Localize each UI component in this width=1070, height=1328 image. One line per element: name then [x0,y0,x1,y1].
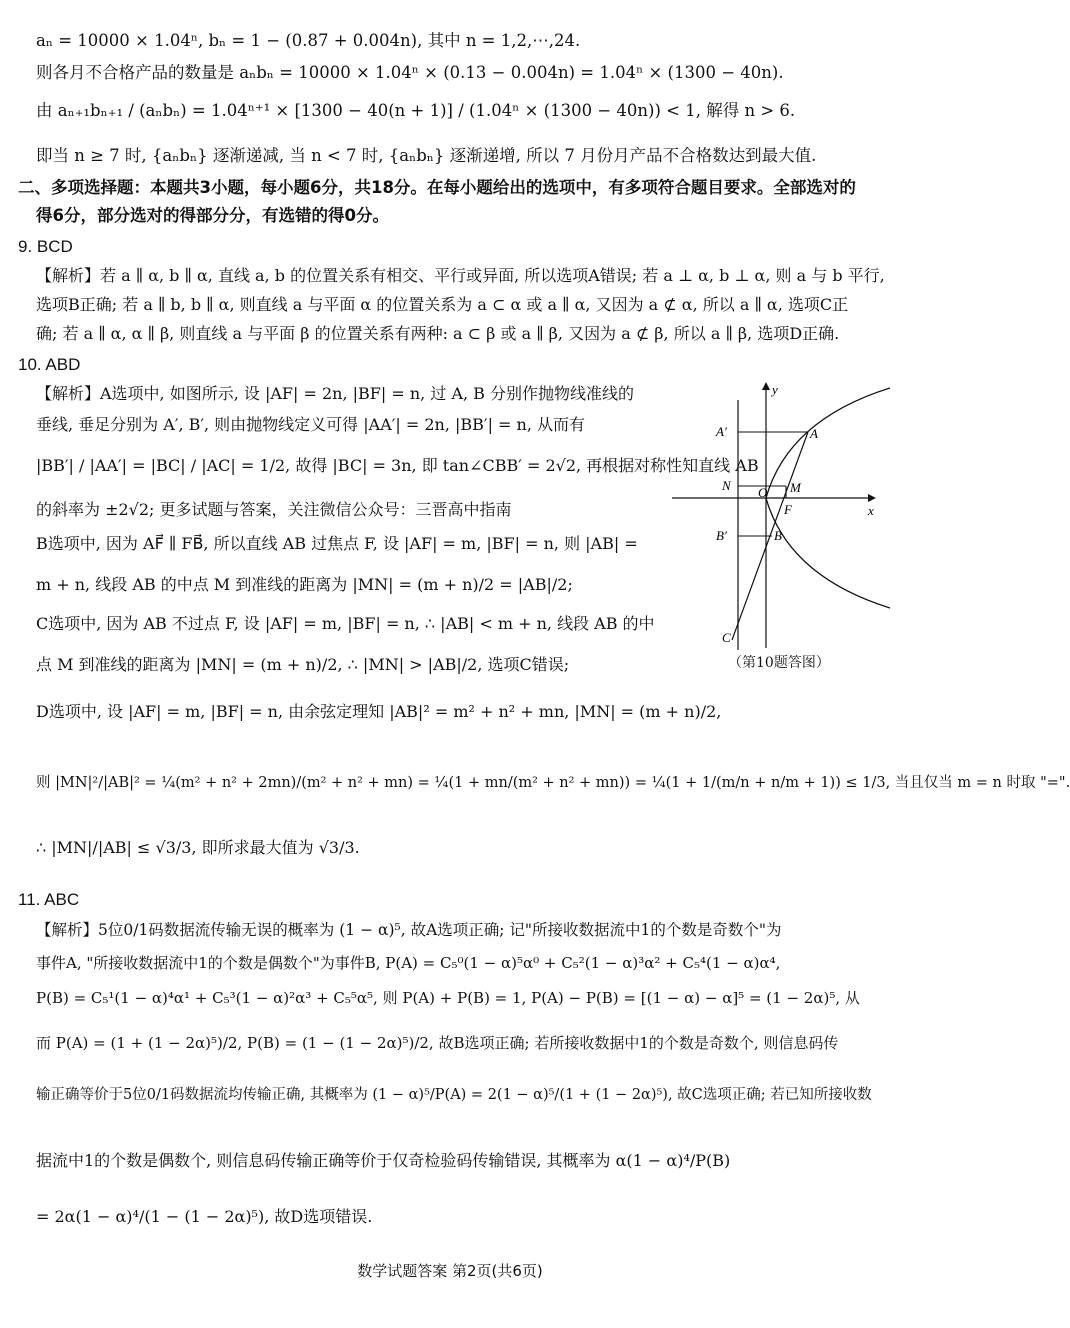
text-line: = 2α(1 − α)⁴/(1 − (1 − 2α)⁵), 故D选项错误. [36,1207,373,1226]
point-label-C: C [722,630,731,645]
text-line: 【解析】5位0/1码数据流传输无误的概率为 (1 − α)⁵, 故A选项正确; 记"所接收数据流中1的个数是奇数个"为 [36,921,782,939]
parabola-figure [668,380,890,680]
text-line: 由 aₙ₊₁bₙ₊₁ / (aₙbₙ) = 1.04ⁿ⁺¹ × [1300 − 40(n + 1)] / (1.04ⁿ × (1300 − 40n)) < 1, 解得 n > 6. [36,101,796,120]
question-number: 10. ABD [18,355,81,374]
text-line: P(B) = C₅¹(1 − α)⁴α¹ + C₅³(1 − α)²α³ + C₅⁵α⁵, 则 P(A) + P(B) = 1, P(A) − P(B) = [(1 − α) − α]⁵ = (1 − 2α)⁵, 从 [36,989,860,1007]
y-axis-label: y [772,382,778,397]
text-line: 【解析】A选项中, 如图所示, 设 |AF| = 2n, |BF| = n, 过 A, B 分别作抛物线准线的 [36,384,635,403]
text-line: 据流中1的个数是偶数个, 则信息码传输正确等价于仅奇检验码传输错误, 其概率为 α(1 − α)⁴/P(B) [36,1151,731,1170]
page-footer: 数学试题答案 第2页(共6页) [357,1262,543,1280]
text-line: C选项中, 因为 AB 不过点 F, 设 |AF| = m, |BF| = n, ∴ |AB| < m + n, 线段 AB 的中 [36,614,655,633]
point-label-B: B [774,528,782,543]
text-line: 输正确等价于5位0/1码数据流均传输正确, 其概率为 (1 − α)⁵/P(A) = 2(1 − α)⁵/(1 + (1 − 2α)⁵), 故C选项正确; 若已知所接收数 [36,1087,872,1103]
section-heading-cont: 得6分，部分选对的得部分分，有选错的得0分。 [36,206,389,225]
point-label-A: A [810,426,818,441]
text-line: 垂线, 垂足分别为 A′, B′, 则由抛物线定义可得 |AA′| = 2n, |BB′| = n, 从而有 [36,415,586,434]
text-line: 的斜率为 ±2√2; 更多试题与答案，关注微信公众号：三晋高中指南 [36,500,512,519]
text-line: 则 |MN|²/|AB|² = ¼(m² + n² + 2mn)/(m² + n² + mn) = ¼(1 + mn/(m² + n² + mn)) = ¼(1 + 1/(m/n + n/m + 1)) ≤ 1/3, 当且仅当 m = n 时取 "=". [36,775,1070,791]
y-axis-arrow [762,382,770,390]
x-axis-arrow [868,494,876,502]
text-line: aₙ = 10000 × 1.04ⁿ, bₙ = 1 − (0.87 + 0.004n), 其中 n = 1,2,⋯,24. [36,31,581,50]
x-axis-label: x [868,503,874,518]
text-line: 【解析】若 a ∥ α, b ∥ α, 直线 a, b 的位置关系有相交、平行或异面, 所以选项A错误; 若 a ⊥ α, b ⊥ α, 则 a 与 b 平行, [36,266,885,285]
point-label-A-prime: A′ [716,424,727,439]
point-label-M: M [790,480,801,495]
parabola-diagram [668,380,890,650]
point-label-N: N [722,478,731,493]
text-line: |BB′| / |AA′| = |BC| / |AC| = 1/2, 故得 |BC| = 3n, 即 tan∠CBB′ = 2√2, 再根据对称性知直线 AB [36,456,759,475]
text-line: 事件A, "所接收数据流中1的个数是偶数个"为事件B, P(A) = C₅⁰(1 − α)⁵α⁰ + C₅²(1 − α)³α² + C₅⁴(1 − α)α⁴, [36,954,781,972]
figure-caption: （第10题答图） [728,655,830,671]
question-number: 9. BCD [18,237,73,256]
text-line: 即当 n ≥ 7 时, {aₙbₙ} 逐渐递减, 当 n < 7 时, {aₙbₙ} 逐渐递增, 所以 7 月份月产品不合格数达到最大值. [36,146,817,165]
point-label-F: F [784,502,792,517]
text-line: D选项中, 设 |AF| = m, |BF| = n, 由余弦定理知 |AB|² = m² + n² + mn, |MN| = (m + n)/2, [36,702,722,721]
text-line: 选项B正确; 若 a ∥ b, b ∥ α, 则直线 a 与平面 α 的位置关系为 a ⊂ α 或 a ∥ α, 又因为 a ⊄ α, 所以 a ∥ α, 选项C正 [36,295,849,314]
point-label-O: O [758,485,768,500]
text-line: 而 P(A) = (1 + (1 − 2α)⁵)/2, P(B) = (1 − (1 − 2α)⁵)/2, 故B选项正确; 若所接收数据中1的个数是奇数个, 则信息码传 [36,1034,839,1052]
point-label-B-prime: B′ [716,528,727,543]
text-line: 则各月不合格产品的数量是 aₙbₙ = 10000 × 1.04ⁿ × (0.13 − 0.004n) = 1.04ⁿ × (1300 − 40n). [36,63,784,82]
text-line: 确; 若 a ∥ α, α ∥ β, 则直线 a 与平面 β 的位置关系有两种: a ⊂ β 或 a ∥ β, 又因为 a ⊄ β, 所以 a ∥ β, 选项D正确. [36,324,840,343]
text-line: m + n, 线段 AB 的中点 M 到准线的距离为 |MN| = (m + n)/2 = |AB|/2; [36,575,573,594]
text-line: B选项中, 因为 AF⃗ ∥ FB⃗, 所以直线 AB 过焦点 F, 设 |AF| = m, |BF| = n, 则 |AB| = [36,534,638,553]
text-line: ∴ |MN|/|AB| ≤ √3/3, 即所求最大值为 √3/3. [36,838,360,857]
section-heading: 二、多项选择题：本题共3小题，每小题6分，共18分。在每小题给出的选项中，有多项符合题目要求。全部选对的 [18,178,856,197]
text-line: 点 M 到准线的距离为 |MN| = (m + n)/2, ∴ |MN| > |AB|/2, 选项C错误; [36,655,570,674]
question-number: 11. ABC [18,890,80,909]
